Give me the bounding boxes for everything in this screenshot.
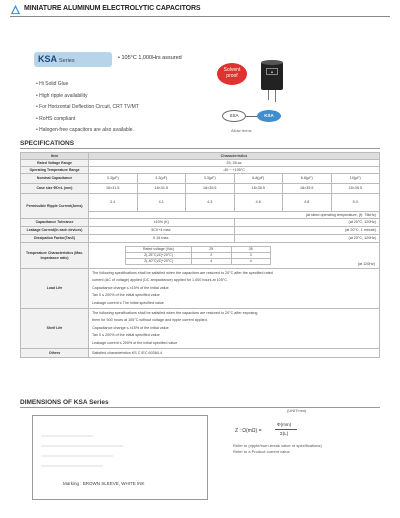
temp-char-note: (at 120Hz) xyxy=(357,261,375,266)
load-life-cell xyxy=(89,269,380,309)
case-size-label: Case size ΦD×L (mm) xyxy=(21,184,89,194)
company-logo-icon xyxy=(10,4,21,15)
impedance-cell: 4 xyxy=(231,258,271,264)
load-life-line: Capacitance change ≤ ±15% of the initial value xyxy=(92,285,169,290)
load-life-line: Leakage current ≤ The initial specified value xyxy=(92,300,164,305)
formula-numerator: Φ(mm) xyxy=(277,422,292,427)
temp-char-cell xyxy=(89,243,380,269)
flow-connector xyxy=(246,116,257,117)
capacitor-lead xyxy=(275,90,276,102)
shelf-life-line: Leakage current ≤ 200% of the initial specified value xyxy=(92,340,178,345)
impedance-header: Rated voltage (Vdc) xyxy=(126,246,192,252)
ripple-cell: 4.3 xyxy=(186,194,235,212)
df-note: (at 20°C, 120Hz) xyxy=(234,235,380,243)
capacitor-top xyxy=(261,60,283,65)
spec-divider xyxy=(20,148,380,149)
df-label: Dissipation Factor(Tanδ) xyxy=(21,235,89,243)
formula-note-line: Refer to (ripple/burn-break value or specifications) xyxy=(233,443,322,448)
shelf-life-line: them for 500 hours at 105°C without voltage and ripple current applied. xyxy=(92,318,208,323)
formula-lhs: Z : Ω(mΩ) = xyxy=(235,428,262,434)
formula-notes xyxy=(233,443,322,455)
capacitor-lead xyxy=(268,90,269,100)
impedance-header: 35 xyxy=(231,246,271,252)
temp-range-value: -40 ~ +105°C xyxy=(89,167,380,174)
dimensions-unit: (UNIT:mm) xyxy=(287,408,307,413)
dimension-drawing-box xyxy=(32,415,208,500)
df-value: 0.15 max. xyxy=(89,235,235,243)
case-cell: 18×35.5 xyxy=(331,184,380,194)
cap-cell: 10(μF) xyxy=(331,174,380,184)
formula-note-line: Refer to a Product current value. xyxy=(233,449,291,454)
cap-cell: 3.3(μF) xyxy=(186,174,235,184)
temp-range-label: Operating Temperature Range xyxy=(21,167,89,174)
marking-note: Marking : BROWN SLEEVE, WHITE INK xyxy=(63,481,145,486)
case-cell: 16×31.5 xyxy=(89,184,138,194)
leakage-value: 3CV+4 max. xyxy=(89,227,235,235)
feature-item: • High ripple availability xyxy=(36,92,88,99)
ripple-cell: 5.4 xyxy=(331,194,380,212)
ripple-cell: 4.6 xyxy=(234,194,283,212)
spec-header-characteristics: Characteristics xyxy=(89,153,380,160)
ripple-cell: 3.4 xyxy=(89,194,138,212)
ripple-current-label: Permissible Ripple Current(Arms) xyxy=(21,194,89,219)
flow-from-oval: SSA xyxy=(222,110,246,122)
ripple-note: (at rated operating temperature, (f): 75kHz) xyxy=(89,212,380,219)
impedance-cell: 2 xyxy=(192,252,232,258)
shelf-life-line: Capacitance change ≤ ±15% of the initial value xyxy=(92,325,169,330)
load-life-line: The following specifications shall be satisfied when the capacitors are restored to 20°C after the specified rated xyxy=(92,270,273,275)
case-cell: 18×35.5 xyxy=(186,184,235,194)
cap-cell: 6.8(μF) xyxy=(234,174,283,184)
leakage-note: (at 20°C, 1 minute) xyxy=(234,227,380,235)
load-life-label: Load Life xyxy=(21,269,89,309)
spec-title: SPECIFICATIONS xyxy=(20,140,75,147)
shelf-life-label: Shelf Life xyxy=(21,309,89,349)
capacitor-logo-icon: ▲ xyxy=(266,68,278,75)
spec-header-item: Item xyxy=(21,153,89,160)
nominal-capacitance-label: Nominal Capacitance xyxy=(21,174,89,184)
page-header xyxy=(0,0,400,20)
feature-item: • For Horizontal Deflection Circuit, CRT TV/MT xyxy=(36,104,139,110)
shelf-life-line: The following specifications shall be satisfied when the capacitors are restored to 20°C after exposing xyxy=(92,310,258,315)
capacitor-image xyxy=(261,62,283,90)
dimensions-title: DIMENSIONS OF KSA Series xyxy=(20,399,109,406)
impedance-header: 25 xyxy=(192,246,232,252)
series-note: • 105°C 1,000Hrs assured xyxy=(118,55,182,61)
cap-cell: 3.3(μF) xyxy=(137,174,186,184)
feature-list xyxy=(36,81,216,139)
temp-char-label: Temperature Characteristics (Max. Impedance ratio) xyxy=(21,243,89,269)
impedance-ratio-table xyxy=(125,246,271,265)
impedance-cell: 4 xyxy=(192,258,232,264)
spec-table xyxy=(20,152,380,358)
feature-item: • RoHS compliant xyxy=(36,115,76,122)
page-title: MINIATURE ALUMINUM ELECTROLYTIC CAPACITORS xyxy=(24,5,201,12)
tolerance-label: Capacitance Tolerance xyxy=(21,219,89,227)
formula-denominator: Σ(L) xyxy=(280,431,289,436)
tolerance-note: (at 20°C, 120Hz) xyxy=(234,219,380,227)
flow-to-oval: KSA xyxy=(257,110,281,122)
dimensions-divider xyxy=(20,407,380,408)
case-cell: 18×35.5 xyxy=(283,184,332,194)
others-label: Others xyxy=(21,349,89,358)
solvent-proof-badge: Solvent proof xyxy=(217,63,247,85)
ripple-cell: 4.1 xyxy=(137,194,186,212)
impedance-row-label: Z(-40°C)/Z(+20°C) xyxy=(126,258,192,264)
case-cell: 18×31.5 xyxy=(137,184,186,194)
leakage-label: Leakage Current(In each devices) xyxy=(21,227,89,235)
header-divider xyxy=(10,16,390,17)
feature-item: • Hi Solid Glue xyxy=(36,81,69,87)
rated-voltage-label: Rated Voltage Range xyxy=(21,160,89,167)
load-life-line: current (AC of voltage) applied (DC ampacitance) applied for 1,000 hours at 105°C. xyxy=(92,278,228,283)
flow-note: Allow terms xyxy=(231,128,252,133)
tolerance-value: ±10% (K) xyxy=(89,219,235,227)
ripple-cell: 4.8 xyxy=(283,194,332,212)
shelf-life-cell xyxy=(89,309,380,349)
rated-voltage-value: 25, 35 ac xyxy=(89,160,380,167)
formula-bar xyxy=(275,429,297,430)
others-value: Satisfied characteristics KS C IEC 60384-4 xyxy=(89,349,380,358)
shelf-life-line: Tan δ ≤ 200% of the initial specified value xyxy=(92,333,160,338)
impedance-formula xyxy=(233,420,373,442)
case-cell: 18×35.5 xyxy=(234,184,283,194)
feature-item: • Halogen-free capacitors are also available. xyxy=(36,127,134,133)
cap-cell: 6.8(μF) xyxy=(283,174,332,184)
dimension-drawing xyxy=(33,416,209,501)
impedance-row-label: Z(-25°C)/Z(+20°C) xyxy=(126,252,192,258)
impedance-cell: 3 xyxy=(231,252,271,258)
series-name: KSA Series xyxy=(38,54,75,64)
cap-cell: 3.3(μF) xyxy=(89,174,138,184)
load-life-line: Tan δ ≤ 200% of the initial specified value xyxy=(92,293,160,298)
